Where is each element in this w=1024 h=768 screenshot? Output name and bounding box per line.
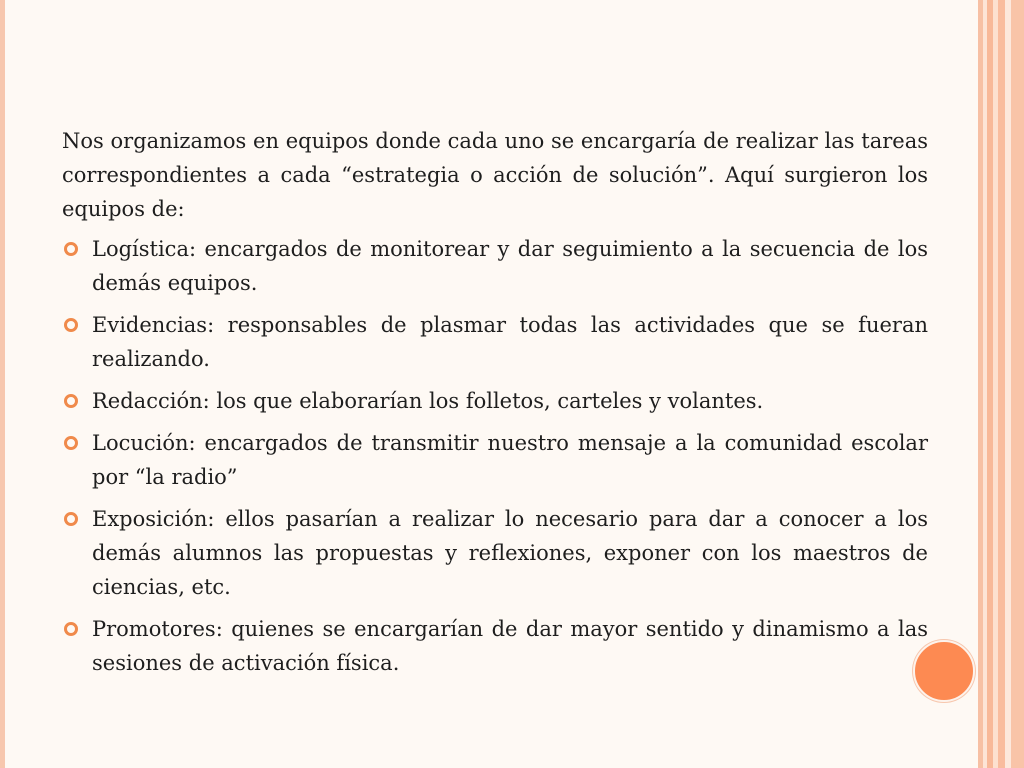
circle-bullet-icon	[64, 394, 78, 408]
list-item-text: Evidencias: responsables de plasmar todas las actividades que se fueran realizando.	[92, 313, 928, 371]
left-border-decoration	[0, 0, 5, 768]
circle-bullet-icon	[64, 512, 78, 526]
bullet-list	[62, 232, 928, 680]
list-item	[62, 502, 928, 604]
circle-bullet-icon	[64, 622, 78, 636]
intro-paragraph: Nos organizamos en equipos donde cada uno se encargaría de realizar las tareas correspondientes a cada “estrategia o acción de solución”. Aquí surgieron los equipos de:	[62, 129, 928, 221]
list-item	[62, 426, 928, 494]
circle-bullet-icon	[64, 436, 78, 450]
circle-bullet-icon	[64, 242, 78, 256]
circle-bullet-icon	[64, 318, 78, 332]
list-item-text: Logística: encargados de monitorear y dar seguimiento a la secuencia de los demás equipos.	[92, 237, 928, 295]
list-item-text: Locución: encargados de transmitir nuestro mensaje a la comunidad escolar por “la radio”	[92, 431, 928, 489]
list-item-text: Promotores: quienes se encargarían de dar mayor sentido y dinamismo a las sesiones de activación física.	[92, 617, 928, 675]
list-item-text: Redacción: los que elaborarían los folletos, carteles y volantes.	[92, 389, 764, 413]
right-stripe-decoration	[998, 0, 1005, 768]
right-stripe-decoration	[1011, 0, 1024, 768]
list-item	[62, 612, 928, 680]
orange-circle-decoration	[913, 640, 975, 702]
list-item	[62, 384, 928, 418]
list-item	[62, 308, 928, 376]
slide-content	[62, 124, 928, 688]
list-item-text: Exposición: ellos pasarían a realizar lo necesario para dar a conocer a los demás alumnos las propuestas y reflexiones, exponer con los maestros de ciencias, etc.	[92, 507, 928, 599]
list-item	[62, 232, 928, 300]
